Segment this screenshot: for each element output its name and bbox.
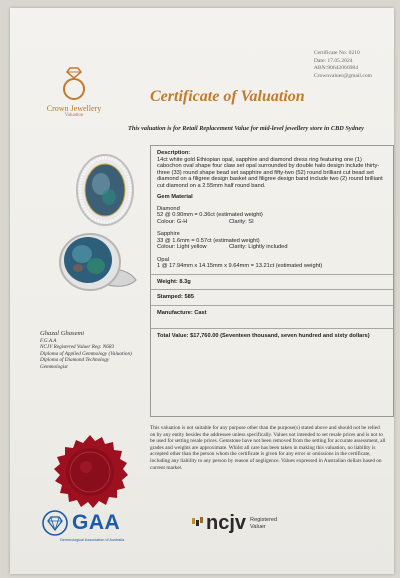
diamond-colour: Colour: G-H [157,218,188,225]
certificate-page [10,8,394,574]
disclaimer-text: This valuation is not suitable for any purpose other than the purpose(s) stated above and should not be relied on by any entity besides the addressee unless specifically. Values not intended to set resale prices and is not to be used for setting resale prices. Gemstone have not been removed from the setting for accurate assessment, all grades and weights are approximate. Whilst all care has been taken in making this valuation, no liability is accepted other than the person whom the certificate is given for any error or omissions in the certificate, including any liability to any person by reason of negligence. Values expressed in Australian dollars based on current market. [150,425,386,471]
diamond-heading: Diamond [157,205,180,212]
weight-value: Weight: 8.3g [157,278,191,285]
diamond-ring-logo-icon [59,66,89,102]
certificate-meta [314,50,372,80]
gaa-wordmark: GAA [72,511,121,534]
description-label: Description: [157,150,191,156]
appraiser-line: NCJV Registered Valuer Reg: N683 [40,344,115,351]
appraiser-line: Gemmologist [40,363,68,370]
ring-photo-side [56,230,140,296]
ncjv-logo [190,512,277,535]
appraiser-name: Ghazal Ghasemi [40,330,85,337]
gaa-gem-icon [42,510,68,536]
gaa-subtitle: Gemmological Association of Australia [59,538,125,542]
certificate-number: Certificate No: 0210 [313,50,360,56]
manufacture-value: Manufacture: Cast [157,309,207,316]
stamped-value: Stamped: 585 [157,294,194,300]
ring-photo-top [74,152,136,228]
crown-jewellery-logo [42,66,106,118]
details-box [150,145,394,417]
gaa-logo [42,510,142,542]
logo-sub: Valuation [64,113,84,118]
gem-material-label: Gem Material [157,194,193,200]
opal-size: 1 @ 17.94mm x 14.15mm x 9.64mm = 13.21ct (estimated weight) [157,263,323,269]
appraiser-credential: F.G.A.A [40,338,57,344]
ncjv-wordmark: ncjv [206,512,247,534]
ncjv-reg-line: Registered [250,516,278,523]
sapphire-size: 33 @ 1.6mm = 0.57ct (estimated weight) [157,237,260,244]
sapphire-heading: Sapphire [157,231,180,237]
ncjv-reg-line: Valuer [250,523,266,530]
logo-brand: Crown Jewellery [46,104,102,113]
certificate-date: Date: 17.05.2024 [313,57,353,64]
certificate-abn: ABN:90642066984 [313,65,359,72]
diamond-size: 52 @ 0.90mm = 0.36ct (estimated weight) [157,212,263,218]
appraiser-line: Diploma of Diamond Technology [40,357,110,364]
ncjv-star-icon [190,516,204,532]
diamond-clarity: Clarity: SI [229,218,254,225]
total-value: Total Value: $17,760.00 (Seventeen thousand, seven hundred and sixty dollars) [157,333,370,339]
sapphire-colour: Colour: Light yellow [157,244,207,250]
wax-seal-icon [50,433,130,513]
appraiser-block [40,330,150,370]
opal-heading: Opal [157,256,170,263]
certificate-email: Crownvaluer@gmail.com [313,72,372,79]
appraiser-line: Diploma of Applied Gemmology (Valuation) [40,350,132,357]
ncjv-registered-valuer [250,517,277,530]
sapphire-clarity: Clarity: Lightly included [229,244,288,250]
page-title: Certificate of Valuation [150,88,305,105]
page-subtitle: This valuation is for Retail Replacement Value for mid-level jewellery store in CBD Sydney [128,125,364,132]
description-text: 14ct white gold Ethiopian opal, sapphire and diamond dress ring featuring one (1) cabochon oval shape four claw set opal surrounded by double halo design include thirty-three (33) round shape bead set sapphire and fifty-two (52) round brilliant cut bead set diamond on a filigree design basket and filigree design band include two (2) round brilliant cut diamond on a 2.55mm half round band. [157,156,383,189]
